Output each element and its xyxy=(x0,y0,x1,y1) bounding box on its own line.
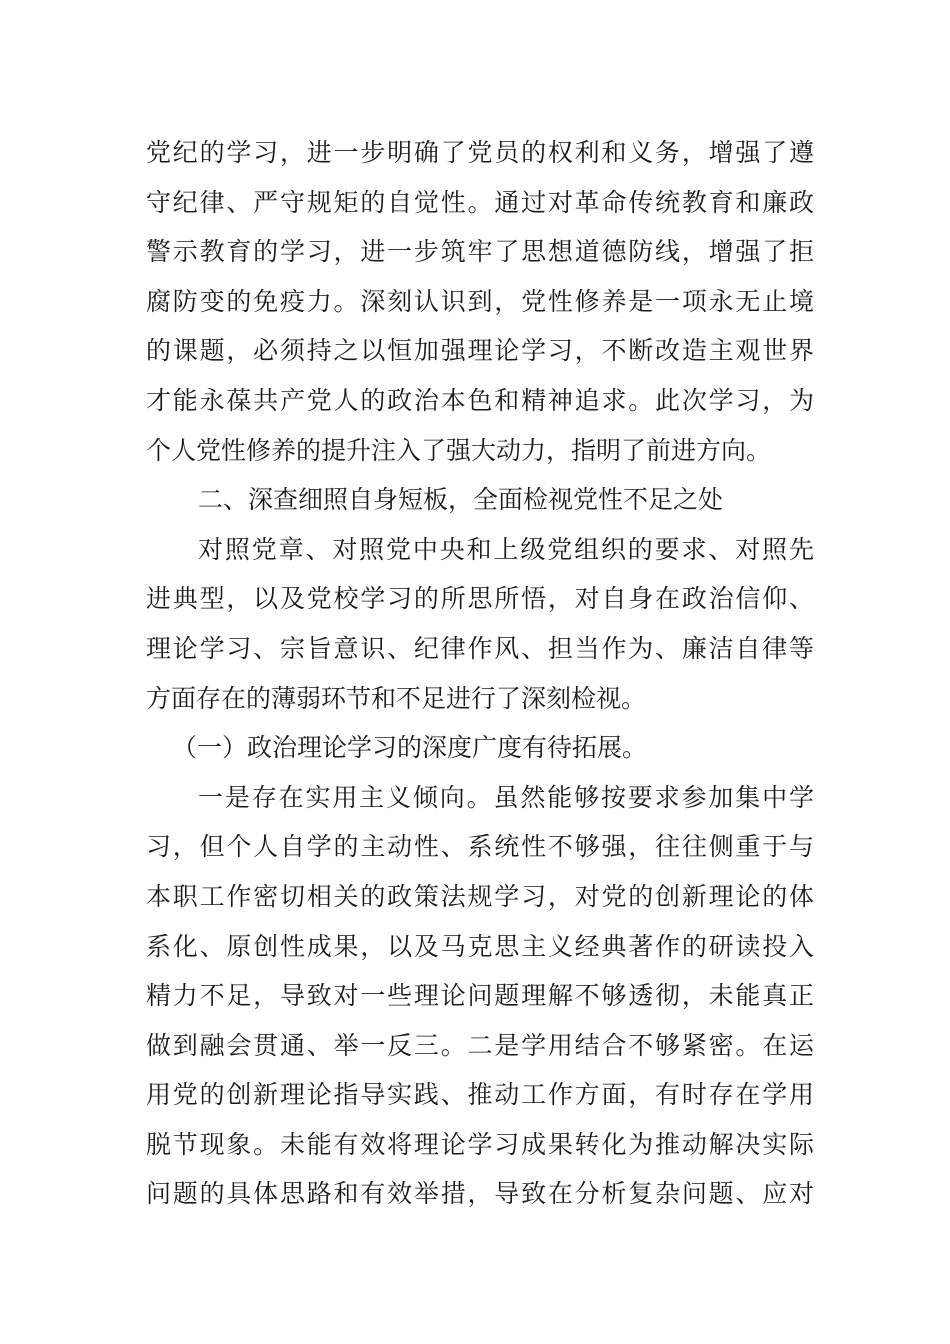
text-line: 守纪律、严守规矩的自觉性。通过对革命传统教育和廉政 xyxy=(146,187,814,217)
text-line: 用党的创新理论指导实践、推动工作方面，有时存在学用 xyxy=(146,1080,814,1110)
text-line: 方面存在的薄弱环节和不足进行了深刻检视。 xyxy=(146,683,647,713)
text-line: 脱节现象。未能有效将理论学习成果转化为推动解决实际 xyxy=(146,1129,814,1159)
body-text xyxy=(146,128,814,1219)
text-line: 系化、原创性成果，以及马克思主义经典著作的研读投入 xyxy=(146,931,814,961)
text-line: 腐防变的免疫力。深刻认识到，党性修养是一项永无止境 xyxy=(146,286,814,316)
text-line: 个人党性修养的提升注入了强大动力，指明了前进方向。 xyxy=(146,435,772,465)
text-line: 精力不足，导致对一些理论问题理解不够透彻，未能真正 xyxy=(146,981,814,1011)
text-line: 警示教育的学习，进一步筑牢了思想道德防线，增强了拒 xyxy=(146,237,814,267)
text-line: 习，但个人自学的主动性、系统性不够强，往往侧重于与 xyxy=(146,832,814,862)
text-line: 的课题，必须持之以恒加强理论学习，不断改造主观世界 xyxy=(146,336,814,366)
subsection-heading: （一）政治理论学习的深度广度有待拓展。 xyxy=(172,733,648,763)
text-line: 本职工作密切相关的政策法规学习，对党的创新理论的体 xyxy=(146,881,814,911)
text-line: 进典型，以及党校学习的所思所悟，对自身在政治信仰、 xyxy=(146,584,814,614)
text-line: 对照党章、对照党中央和上级党组织的要求、对照先 xyxy=(198,534,814,564)
text-line: 一是存在实用主义倾向。虽然能够按要求参加集中学 xyxy=(198,782,814,812)
text-line: 做到融会贯通、举一反三。二是学用结合不够紧密。在运 xyxy=(146,1030,814,1060)
text-line: 才能永葆共产党人的政治本色和精神追求。此次学习，为 xyxy=(146,385,814,415)
text-line: 问题的具体思路和有效举措，导致在分析复杂问题、应对 xyxy=(146,1179,814,1209)
text-line: 理论学习、宗旨意识、纪律作风、担当作为、廉洁自律等 xyxy=(146,633,814,663)
section-heading: 二、深查细照自身短板，全面检视党性不足之处 xyxy=(198,485,724,515)
text-line: 党纪的学习，进一步明确了党员的权利和义务，增强了遵 xyxy=(146,138,814,167)
